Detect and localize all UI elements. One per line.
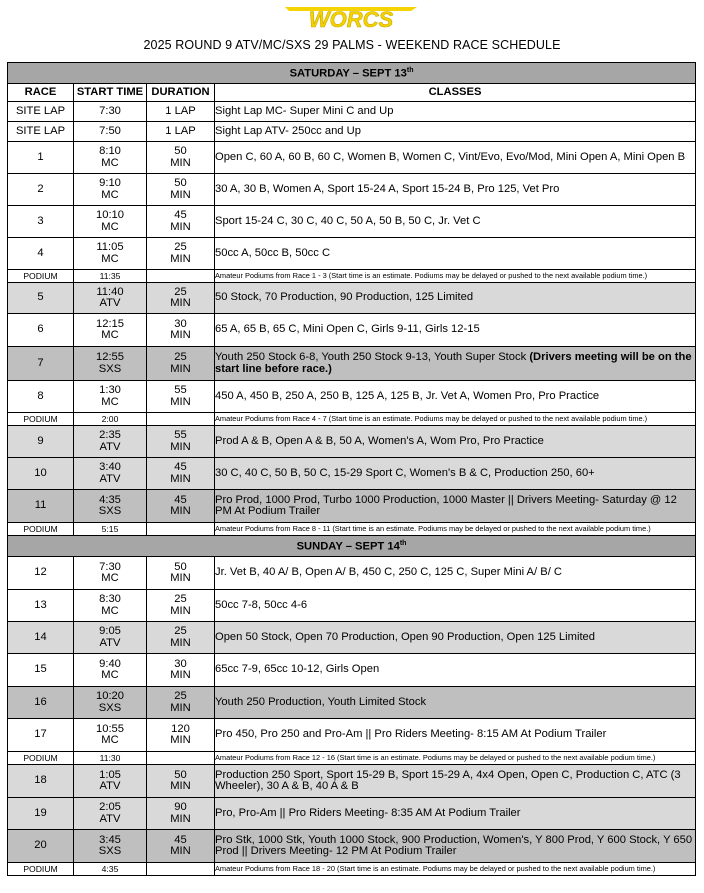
start-time — [74, 142, 147, 174]
duration-value: 50 — [174, 560, 187, 573]
start-time-value: 4:35 — [101, 864, 119, 874]
classes-text: Youth 250 Stock 6-8, Youth 250 Stock 9-13, Youth Super Stock — [215, 351, 530, 363]
duration-value: 30 — [174, 657, 187, 670]
race-number: PODIUM — [8, 752, 74, 765]
duration-unit: MIN — [170, 780, 191, 792]
classes-text: 450 A, 450 B, 250 A, 250 B, 125 A, 125 B, Jr. Vet A, Women Pro, Pro Practice — [215, 389, 600, 402]
duration — [147, 102, 215, 122]
duration-value: 30 — [174, 317, 187, 330]
classes-text: Amateur Podiums from Race 1 - 3 (Start time is an estimate. Podiums may be delayed or pushed to the next available podium time.) — [215, 271, 648, 280]
col-duration-header: DURATION — [147, 84, 215, 102]
race-row — [8, 206, 696, 238]
duration-unit: MIN — [170, 604, 191, 617]
race-classes — [215, 174, 696, 206]
vehicle-type: MC — [101, 604, 119, 617]
schedule-table — [7, 62, 696, 876]
race-row — [8, 347, 696, 381]
duration — [147, 830, 215, 863]
vehicle-type: ATV — [99, 636, 121, 649]
duration — [147, 206, 215, 238]
start-time — [74, 830, 147, 863]
classes-text: 50 Stock, 70 Production, 90 Production, 125 Limited — [215, 291, 474, 304]
vehicle-type: SXS — [98, 362, 122, 375]
duration — [147, 719, 215, 752]
classes-text: Open C, 60 A, 60 B, 60 C, Women B, Women C, Vint/Evo, Evo/Mod, Mini Open A, Mini Open B — [215, 150, 686, 163]
duration-value: 120 — [171, 722, 190, 735]
start-time — [74, 590, 147, 622]
race-row — [8, 719, 696, 752]
start-time-value: 7:30 — [99, 104, 121, 117]
race-number: 18 — [8, 765, 74, 798]
race-number: 7 — [8, 347, 74, 381]
start-time-value: 5:15 — [101, 524, 119, 534]
vehicle-type: SXS — [98, 701, 122, 714]
logo-text: WORCS — [308, 7, 394, 31]
start-time-value: 12:15 — [96, 317, 124, 330]
classes-text: Amateur Podiums from Race 4 - 7 (Start time is an estimate. Podiums may be delayed or pushed to the next available podium time.) — [215, 414, 648, 423]
duration-unit: MIN — [170, 636, 191, 649]
duration — [147, 142, 215, 174]
race-row — [8, 490, 696, 523]
duration-value: 55 — [174, 429, 187, 441]
classes-text: Amateur Podiums from Race 12 - 16 (Start time is an estimate. Podiums may be delayed or pushed to the next available podium time.) — [215, 753, 656, 762]
race-classes — [215, 590, 696, 622]
race-number: 14 — [8, 622, 74, 654]
start-time-value: 7:50 — [99, 124, 121, 137]
race-row — [8, 798, 696, 830]
classes-text: Sport 15-24 C, 30 C, 40 C, 50 A, 50 B, 50 C, Jr. Vet C — [215, 214, 481, 227]
race-number: 6 — [8, 314, 74, 347]
race-number: 1 — [8, 142, 74, 174]
saturday-day-sup: th — [406, 67, 414, 75]
sunday-day-sup: th — [399, 540, 407, 548]
vehicle-type: MC — [101, 329, 119, 341]
race-classes — [215, 102, 696, 122]
race-number: 15 — [8, 654, 74, 687]
duration — [147, 863, 215, 876]
duration — [147, 122, 215, 142]
race-classes — [215, 283, 696, 314]
duration-unit: MIN — [170, 472, 191, 485]
race-row — [8, 830, 696, 863]
logo-area — [0, 0, 704, 34]
duration — [147, 490, 215, 523]
start-time — [74, 102, 147, 122]
duration — [147, 270, 215, 283]
classes-text: Pro 450, Pro 250 and Pro-Am || Pro Riders Meeting- 8:15 AM At Podium Trailer — [215, 728, 607, 741]
duration-unit: MIN — [170, 329, 191, 341]
start-time-value: 10:10 — [96, 209, 124, 221]
race-classes — [215, 142, 696, 174]
vehicle-type: ATV — [99, 440, 121, 453]
duration-unit: MIN — [170, 440, 191, 453]
start-time — [74, 523, 147, 536]
duration-value: 90 — [174, 801, 187, 813]
podium-row — [8, 413, 696, 426]
race-classes — [215, 206, 696, 238]
duration-value: 50 — [174, 177, 187, 189]
start-time — [74, 798, 147, 830]
start-time-value: 9:40 — [99, 657, 121, 670]
duration-unit: MIN — [170, 812, 191, 825]
start-time-value: 11:30 — [99, 753, 121, 763]
classes-text: Prod A & B, Open A & B, 50 A, Women's A, Wom Pro, Pro Practice — [215, 434, 544, 447]
start-time-value: 8:30 — [99, 593, 121, 605]
duration — [147, 622, 215, 654]
start-time-value: 1:05 — [99, 768, 121, 781]
duration — [147, 765, 215, 798]
race-number: 19 — [8, 798, 74, 830]
duration-value: 1 LAP — [165, 124, 196, 137]
duration-value: 25 — [174, 351, 187, 363]
classes-text: Amateur Podiums from Race 8 - 11 (Start time is an estimate. Podiums may be delayed or pushed to the next available podium time.) — [215, 524, 651, 533]
duration — [147, 238, 215, 270]
race-row — [8, 314, 696, 347]
duration-unit: MIN — [170, 701, 191, 714]
race-number: 5 — [8, 283, 74, 314]
duration-unit: MIN — [170, 188, 191, 201]
vehicle-type: MC — [101, 220, 119, 233]
start-time — [74, 174, 147, 206]
race-classes — [215, 719, 696, 752]
race-row — [8, 557, 696, 590]
race-number: 9 — [8, 426, 74, 458]
duration-unit: MIN — [170, 395, 191, 408]
race-number: PODIUM — [8, 270, 74, 283]
duration-value: 25 — [174, 241, 187, 253]
duration-unit: MIN — [170, 734, 191, 746]
start-time-value: 2:00 — [101, 414, 119, 424]
start-time-value: 10:55 — [96, 722, 124, 735]
saturday-day-text: SATURDAY – SEPT 13 — [289, 68, 407, 81]
race-number: PODIUM — [8, 863, 74, 876]
start-time — [74, 206, 147, 238]
col-classes-header: CLASSES — [215, 84, 696, 102]
duration-unit: MIN — [170, 572, 191, 584]
duration-unit: MIN — [170, 505, 191, 517]
race-number: SITE LAP — [8, 102, 74, 122]
start-time — [74, 283, 147, 314]
duration-value: 45 — [174, 209, 187, 221]
race-classes — [215, 426, 696, 458]
race-number: 20 — [8, 830, 74, 863]
classes-text: Open 50 Stock, Open 70 Production, Open 90 Production, Open 125 Limited — [215, 630, 595, 643]
classes-text: Jr. Vet B, 40 A/ B, Open A/ B, 450 C, 250 C, 125 C, Super Mini A/ B/ C — [215, 566, 562, 579]
start-time-value: 11:35 — [99, 271, 121, 281]
sunday-day-header — [8, 536, 696, 557]
vehicle-type: MC — [101, 188, 119, 201]
vehicle-type: ATV — [99, 812, 121, 825]
start-time-value: 8:10 — [99, 145, 121, 157]
duration — [147, 381, 215, 413]
classes-text: 30 C, 40 C, 50 B, 50 C, 15-29 Sport C, Women's B & C, Production 250, 60+ — [215, 466, 595, 479]
duration-value: 25 — [174, 285, 187, 298]
race-number: 12 — [8, 557, 74, 590]
race-classes — [215, 523, 696, 536]
vehicle-type: MC — [101, 395, 119, 408]
worcs-logo — [285, 3, 417, 31]
classes-text: Pro Prod, 1000 Prod, Turbo 1000 Production, 1000 Master || Drivers Meeting- Saturday @ 12 PM At Podium Trailer — [215, 493, 677, 517]
duration-unit: MIN — [170, 297, 191, 309]
classes-text: Amateur Podiums from Race 18 - 20 (Start time is an estimate. Podiums may be delayed or pushed to the next available podium time.) — [215, 864, 656, 873]
start-time-value: 7:30 — [99, 560, 121, 573]
duration — [147, 426, 215, 458]
duration-value: 45 — [174, 493, 187, 506]
duration — [147, 798, 215, 830]
start-time — [74, 490, 147, 523]
start-time-value: 3:45 — [99, 833, 121, 846]
race-number: PODIUM — [8, 523, 74, 536]
start-time-value: 12:55 — [96, 351, 124, 363]
duration-unit: MIN — [170, 220, 191, 233]
race-number: 3 — [8, 206, 74, 238]
classes-text: Sight Lap ATV- 250cc and Up — [215, 124, 361, 137]
start-time — [74, 752, 147, 765]
vehicle-type: MC — [101, 734, 119, 746]
vehicle-type: SXS — [98, 505, 122, 517]
race-number: 2 — [8, 174, 74, 206]
vehicle-type: ATV — [99, 297, 121, 309]
sunday-day-label — [8, 536, 696, 557]
race-classes — [215, 314, 696, 347]
race-row — [8, 283, 696, 314]
duration — [147, 413, 215, 426]
saturday-day-header — [8, 63, 696, 84]
start-time — [74, 314, 147, 347]
start-time-value: 10:20 — [96, 690, 124, 702]
start-time-value: 11:05 — [96, 241, 124, 253]
podium-row — [8, 523, 696, 536]
race-classes — [215, 347, 696, 381]
start-time — [74, 622, 147, 654]
start-time — [74, 122, 147, 142]
race-row — [8, 238, 696, 270]
start-time — [74, 557, 147, 590]
vehicle-type: ATV — [99, 780, 121, 792]
page-title: 2025 ROUND 9 ATV/MC/SXS 29 PALMS - WEEKEND RACE SCHEDULE — [143, 38, 561, 52]
duration — [147, 654, 215, 687]
race-number: 16 — [8, 687, 74, 719]
start-time — [74, 238, 147, 270]
start-time — [74, 863, 147, 876]
start-time — [74, 347, 147, 381]
podium-row — [8, 270, 696, 283]
race-row — [8, 687, 696, 719]
start-time-value: 2:35 — [99, 429, 121, 441]
sunday-day-text: SUNDAY – SEPT 14 — [296, 541, 400, 554]
duration — [147, 314, 215, 347]
race-classes — [215, 122, 696, 142]
podium-row — [8, 863, 696, 876]
vehicle-type: MC — [101, 572, 119, 584]
race-number: 11 — [8, 490, 74, 523]
duration — [147, 590, 215, 622]
duration — [147, 458, 215, 490]
duration-unit: MIN — [170, 845, 191, 857]
classes-text: 30 A, 30 B, Women A, Sport 15-24 A, Sport 15-24 B, Pro 125, Vet Pro — [215, 182, 560, 195]
race-classes — [215, 622, 696, 654]
race-classes — [215, 687, 696, 719]
start-time-value: 2:05 — [99, 801, 121, 813]
race-number: 17 — [8, 719, 74, 752]
start-time — [74, 413, 147, 426]
race-classes — [215, 458, 696, 490]
duration-value: 55 — [174, 384, 187, 396]
start-time — [74, 654, 147, 687]
duration-value: 50 — [174, 145, 187, 157]
duration-unit: MIN — [170, 362, 191, 375]
race-row — [8, 122, 696, 142]
start-time — [74, 458, 147, 490]
classes-text: 50cc 7-8, 50cc 4-6 — [215, 598, 308, 611]
start-time — [74, 381, 147, 413]
duration — [147, 174, 215, 206]
race-row — [8, 590, 696, 622]
duration — [147, 752, 215, 765]
duration-value: 45 — [174, 461, 187, 473]
vehicle-type: MC — [101, 252, 119, 265]
start-time — [74, 719, 147, 752]
race-row — [8, 765, 696, 798]
race-classes — [215, 654, 696, 687]
race-classes — [215, 238, 696, 270]
start-time-value: 3:40 — [99, 461, 121, 473]
race-row — [8, 381, 696, 413]
vehicle-type: ATV — [99, 472, 121, 485]
race-number: SITE LAP — [8, 122, 74, 142]
duration — [147, 347, 215, 381]
col-start-header: START TIME — [74, 84, 147, 102]
race-row — [8, 142, 696, 174]
race-number: 13 — [8, 590, 74, 622]
duration-value: 1 LAP — [165, 104, 196, 117]
classes-text: Pro, Pro-Am || Pro Riders Meeting- 8:35 AM At Podium Trailer — [215, 806, 521, 819]
race-row — [8, 102, 696, 122]
race-classes — [215, 270, 696, 283]
classes-text: 65cc 7-9, 65cc 10-12, Girls Open — [215, 663, 380, 676]
vehicle-type: SXS — [98, 845, 122, 857]
classes-note: (Drivers meeting will be on the start line before race.) — [215, 351, 692, 375]
duration-value: 50 — [174, 768, 187, 781]
race-classes — [215, 798, 696, 830]
race-number: 10 — [8, 458, 74, 490]
start-time-value: 11:40 — [96, 285, 124, 298]
duration — [147, 283, 215, 314]
race-row — [8, 654, 696, 687]
duration-unit: MIN — [170, 156, 191, 169]
duration-value: 45 — [174, 833, 187, 846]
start-time — [74, 270, 147, 283]
race-classes — [215, 490, 696, 523]
race-row — [8, 622, 696, 654]
duration — [147, 687, 215, 719]
race-number: PODIUM — [8, 413, 74, 426]
col-race-header: RACE — [8, 84, 74, 102]
start-time-value: 4:35 — [99, 493, 121, 506]
race-classes — [215, 381, 696, 413]
duration-unit: MIN — [170, 669, 191, 681]
column-header-row — [8, 84, 696, 102]
race-number: 8 — [8, 381, 74, 413]
race-row — [8, 426, 696, 458]
classes-text: Youth 250 Production, Youth Limited Stock — [215, 695, 427, 708]
start-time-value: 1:30 — [99, 384, 121, 396]
start-time — [74, 687, 147, 719]
classes-text: Pro Stk, 1000 Stk, Youth 1000 Stock, 900 Production, Women's, Y 800 Prod, Y 600 Stock, Y 650 Prod || Drivers Meeting- 12 PM At Podium Trailer — [215, 833, 693, 857]
classes-text: 50cc A, 50cc B, 50cc C — [215, 246, 331, 259]
vehicle-type: MC — [101, 669, 119, 681]
duration-value: 25 — [174, 593, 187, 605]
race-classes — [215, 752, 696, 765]
start-time — [74, 426, 147, 458]
start-time — [74, 765, 147, 798]
classes-text: 65 A, 65 B, 65 C, Mini Open C, Girls 9-11, Girls 12-15 — [215, 323, 480, 336]
race-classes — [215, 557, 696, 590]
saturday-day-label — [8, 63, 696, 84]
race-number: 4 — [8, 238, 74, 270]
vehicle-type: MC — [101, 156, 119, 169]
duration — [147, 557, 215, 590]
race-row — [8, 174, 696, 206]
podium-row — [8, 752, 696, 765]
race-classes — [215, 413, 696, 426]
classes-text: Sight Lap MC- Super Mini C and Up — [215, 104, 394, 117]
race-classes — [215, 830, 696, 863]
classes-text: Production 250 Sport, Sport 15-29 B, Sport 15-29 A, 4x4 Open, Open C, Production C, ATC (3 Wheeler), 30 A & B, 40 A & B — [215, 768, 681, 792]
duration-value: 25 — [174, 625, 187, 637]
race-classes — [215, 765, 696, 798]
duration-unit: MIN — [170, 252, 191, 265]
duration-value: 25 — [174, 690, 187, 702]
start-time-value: 9:05 — [99, 625, 121, 637]
race-classes — [215, 863, 696, 876]
duration — [147, 523, 215, 536]
race-row — [8, 458, 696, 490]
start-time-value: 9:10 — [99, 177, 121, 189]
